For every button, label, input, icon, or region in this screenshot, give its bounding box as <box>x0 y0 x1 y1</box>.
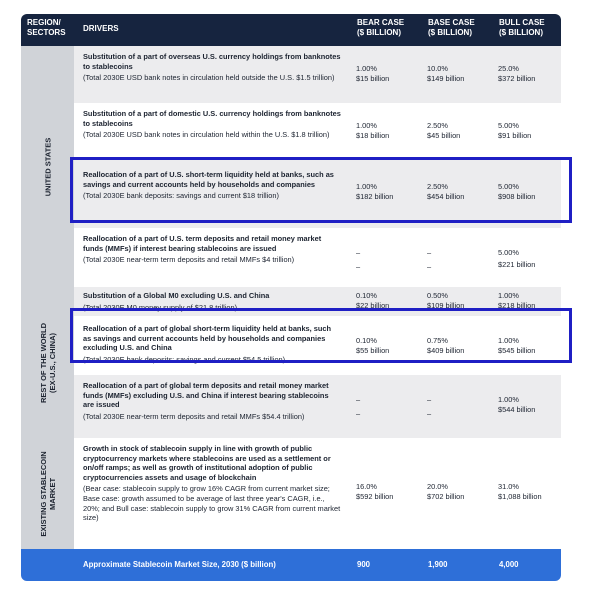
stablecoin-market-table <box>21 14 561 581</box>
driver-text <box>83 52 341 83</box>
driver-note: (Total 2030E near-term term deposits and retail MMFs $54.4 trillion) <box>83 411 305 421</box>
driver-text <box>83 234 341 265</box>
bull-amt: $1,088 billion <box>498 492 542 501</box>
region-us-cell <box>21 46 74 288</box>
bull-amt: $218 billion <box>498 301 536 310</box>
header-drivers: DRIVERS <box>83 24 119 33</box>
driver-note: (Total 2030E M0 money supply of $21.8 trillion) <box>83 302 238 312</box>
bull-amt: $221 billion <box>498 260 536 269</box>
region-existing-label: EXISTING STABLECOIN MARKET <box>38 450 57 537</box>
driver-note: (Total 2030E near-term term deposits and retail MMFs $4 trillion) <box>83 255 295 265</box>
base-amt: $45 billion <box>427 131 461 140</box>
driver-note: (Total 2030E USD bank notes in circulation held within the U.S. $1.8 trillion) <box>83 130 330 140</box>
bear-pct: 16.0% <box>356 482 377 491</box>
bear-amt: – <box>356 409 361 418</box>
table-row <box>74 228 561 287</box>
driver-note: (Bear case: stablecoin supply to grow 16% CAGR from current market size; <box>83 484 330 494</box>
bull-pct: 5.00% <box>498 248 519 257</box>
highlight-box-us-liquidity <box>70 157 572 223</box>
base-pct: 10.0% <box>427 64 448 73</box>
driver-title: Substitution of a part of domestic U.S. currency holdings from banknotes to stablecoins <box>83 109 341 128</box>
bull-pct: 5.00% <box>498 121 519 130</box>
base-pct: – <box>427 248 432 257</box>
header-bear: BEAR CASE ($ BILLION) <box>357 18 405 37</box>
bull-pct: 1.00% <box>498 291 519 300</box>
driver-text <box>83 381 341 421</box>
footer-label: Approximate Stablecoin Market Size, 2030 ($ billion) <box>83 560 276 569</box>
table-row <box>74 375 561 438</box>
header-base: BASE CASE ($ BILLION) <box>428 18 475 37</box>
header-region: REGION/ SECTORS <box>27 18 66 37</box>
table-footer <box>21 549 561 581</box>
driver-text <box>83 444 341 523</box>
driver-title: Reallocation of a part of U.S. short-term liquidity held at banks, such as savings and current accounts held by households and companies <box>83 170 334 189</box>
bull-pct: 1.00% <box>498 336 519 345</box>
highlight-box-global-liquidity <box>70 308 572 363</box>
bear-pct: 1.00% <box>356 64 377 73</box>
base-pct: 2.50% <box>427 182 448 191</box>
table-row <box>74 103 561 160</box>
bull-pct: 1.00% <box>498 395 519 404</box>
bear-pct: 0.10% <box>356 336 377 345</box>
table-row <box>74 46 561 103</box>
base-amt: $149 billion <box>427 74 465 83</box>
bull-pct: 5.00% <box>498 182 519 191</box>
base-pct: 0.75% <box>427 336 448 345</box>
bear-pct: – <box>356 248 361 257</box>
driver-title: Reallocation of a part of global term deposits and retail money market funds (MMFs) excluding U.S. and China if interest bearing stablecoins are issued <box>83 381 329 410</box>
driver-note: (Total 2030E bank deposits: savings and current $54.5 trillion) <box>83 354 286 364</box>
driver-title: Growth in stock of stablecoin supply in line with growth of public cryptocurrency markets where stablecoins are used as a settlement or on/off ramps; as well as growth of institutional adoption of public cryptocurrencies assets and usage of blockchain <box>83 444 331 482</box>
bear-amt: $592 billion <box>356 492 394 501</box>
bear-amt: $182 billion <box>356 192 394 201</box>
driver-title: Substitution of a part of overseas U.S. currency holdings from banknotes to stablecoins <box>83 52 341 71</box>
region-existing-cell <box>21 438 74 549</box>
driver-note: (Total 2030E USD bank notes in circulation held outside the U.S. $1.5 trillion) <box>83 73 335 83</box>
bear-pct: 0.10% <box>356 291 377 300</box>
base-amt: $702 billion <box>427 492 465 501</box>
base-pct: 20.0% <box>427 482 448 491</box>
bear-pct: 1.00% <box>356 182 377 191</box>
header-bull: BULL CASE ($ BILLION) <box>499 18 545 37</box>
table-header <box>21 14 561 46</box>
base-amt: – <box>427 262 432 271</box>
base-amt: $109 billion <box>427 301 465 310</box>
bear-pct: – <box>356 395 361 404</box>
driver-title: Reallocation of a part of U.S. term deposits and retail money market funds (MMFs) if interest bearing stablecoins are issued <box>83 234 322 253</box>
bull-amt: $544 billion <box>498 405 536 414</box>
driver-note-2: Base case: growth assumed to be average of last three year's CAGR, i.e., 20%; and Bull case: stablecoin supply to grow 31% CAGR from current market size) <box>83 493 341 523</box>
base-amt: $454 billion <box>427 192 465 201</box>
base-pct: 0.50% <box>427 291 448 300</box>
region-row-cell <box>21 287 74 439</box>
bull-amt: $91 billion <box>498 131 532 140</box>
bull-pct: 25.0% <box>498 64 519 73</box>
region-us-label: UNITED STATES <box>43 137 52 196</box>
driver-title: Substitution of a Global M0 excluding U.S. and China <box>83 291 270 300</box>
driver-title: Reallocation of a part of global short-term liquidity held at banks, such as savings and current accounts held by households and companies excluding U.S. and China <box>83 324 332 353</box>
footer-bull: 4,000 <box>499 560 519 569</box>
bear-amt: $55 billion <box>356 346 390 355</box>
base-amt: – <box>427 409 432 418</box>
driver-note: (Total 2030E bank deposits: savings and current $18 trillion) <box>83 191 279 201</box>
base-amt: $409 billion <box>427 346 465 355</box>
bull-amt: $545 billion <box>498 346 536 355</box>
region-row-label: REST OF THE WORLD (EX-U.S., CHINA) <box>38 322 57 403</box>
footer-bear: 900 <box>357 560 371 569</box>
bear-amt: $18 billion <box>356 131 390 140</box>
bull-pct: 31.0% <box>498 482 519 491</box>
base-pct: – <box>427 395 432 404</box>
bear-amt: – <box>356 262 361 271</box>
footer-base: 1,900 <box>428 560 448 569</box>
bull-amt: $908 billion <box>498 192 536 201</box>
table-row <box>74 438 561 549</box>
bear-pct: 1.00% <box>356 121 377 130</box>
base-pct: 2.50% <box>427 121 448 130</box>
bear-amt: $22 billion <box>356 301 390 310</box>
bear-amt: $15 billion <box>356 74 390 83</box>
bull-amt: $372 billion <box>498 74 536 83</box>
driver-text <box>83 109 341 140</box>
